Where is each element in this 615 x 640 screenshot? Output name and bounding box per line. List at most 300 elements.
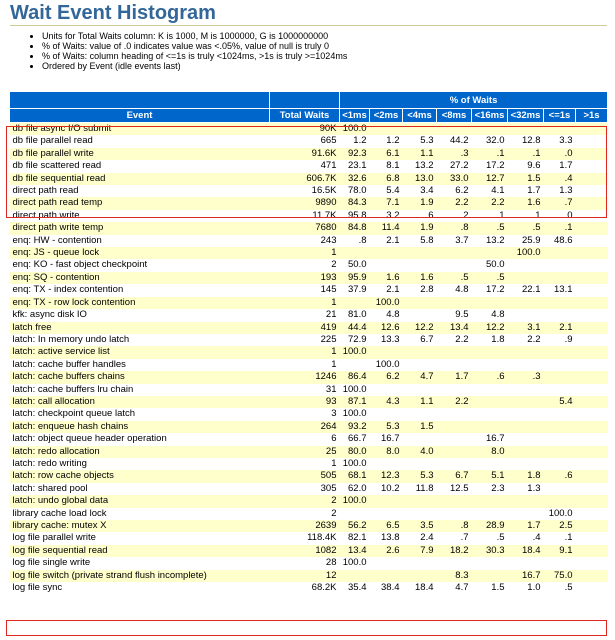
cell-lt-2ms: 2.1 (370, 284, 403, 296)
cell-total-waits: 93 (270, 396, 340, 408)
table-row (10, 272, 608, 284)
cell-lt-32ms: .4 (508, 532, 544, 544)
cell-lt-2ms: 8.0 (370, 446, 403, 458)
cell-total-waits: 91.6K (270, 148, 340, 160)
cell-lt-1ms: 50.0 (340, 259, 370, 271)
table-row (10, 210, 608, 222)
cell-lt-2ms: 7.1 (370, 197, 403, 209)
cell-total-waits: 419 (270, 322, 340, 334)
cell-lt-32ms: 2.2 (508, 334, 544, 346)
cell-lt-1ms (340, 570, 370, 582)
cell-lt-1ms: 35.4 (340, 582, 370, 594)
cell-gt-1s (576, 322, 608, 334)
cell-le-1s: 5.4 (544, 396, 576, 408)
header-percent-of-waits: % of Waits (340, 92, 608, 109)
cell-le-1s: .5 (544, 582, 576, 594)
cell-event: enq: HW - contention (10, 235, 270, 247)
cell-event: log file single write (10, 557, 270, 569)
cell-event: latch: active service list (10, 346, 270, 358)
cell-lt-8ms: .8 (437, 222, 472, 234)
highlight-box-log-file-sync (6, 620, 607, 636)
table-row (10, 570, 608, 582)
cell-lt-8ms: 33.0 (437, 173, 472, 185)
cell-lt-32ms (508, 433, 544, 445)
cell-lt-1ms: 72.9 (340, 334, 370, 346)
cell-lt-32ms (508, 396, 544, 408)
cell-le-1s: 75.0 (544, 570, 576, 582)
cell-lt-32ms: 1.6 (508, 197, 544, 209)
cell-le-1s (544, 309, 576, 321)
cell-lt-2ms (370, 508, 403, 520)
cell-lt-1ms: 84.3 (340, 197, 370, 209)
cell-lt-2ms: 12.6 (370, 322, 403, 334)
cell-total-waits: 2 (270, 508, 340, 520)
cell-total-waits: 11.7K (270, 210, 340, 222)
table-row (10, 284, 608, 296)
table-row (10, 384, 608, 396)
cell-lt-4ms: 5.3 (403, 470, 437, 482)
table-row (10, 458, 608, 470)
cell-lt-4ms: 11.8 (403, 483, 437, 495)
cell-le-1s (544, 123, 576, 136)
cell-lt-1ms: 87.1 (340, 396, 370, 408)
cell-event: latch: enqueue hash chains (10, 421, 270, 433)
table-row (10, 222, 608, 234)
cell-event: latch: In memory undo latch (10, 334, 270, 346)
table-row (10, 322, 608, 334)
cell-lt-1ms: 100.0 (340, 408, 370, 420)
cell-gt-1s (576, 396, 608, 408)
cell-lt-32ms: 1.0 (508, 582, 544, 594)
col-header-lt-4ms: <4ms (403, 109, 437, 123)
cell-le-1s (544, 384, 576, 396)
cell-lt-1ms: 100.0 (340, 495, 370, 507)
cell-event: latch: undo global data (10, 495, 270, 507)
cell-event: log file sequential read (10, 545, 270, 557)
cell-total-waits: 31 (270, 384, 340, 396)
cell-gt-1s (576, 173, 608, 185)
cell-lt-32ms (508, 446, 544, 458)
cell-le-1s (544, 359, 576, 371)
cell-event: latch: cache buffers lru chain (10, 384, 270, 396)
cell-lt-16ms: 1.8 (472, 334, 508, 346)
cell-event: direct path read (10, 185, 270, 197)
table-row (10, 421, 608, 433)
cell-le-1s: 1.7 (544, 160, 576, 172)
table-row (10, 557, 608, 569)
cell-lt-8ms (437, 508, 472, 520)
cell-lt-16ms: 30.3 (472, 545, 508, 557)
cell-lt-16ms: .1 (472, 210, 508, 222)
cell-lt-16ms: 13.2 (472, 235, 508, 247)
cell-lt-4ms (403, 259, 437, 271)
cell-lt-16ms: 12.2 (472, 322, 508, 334)
cell-lt-1ms: 81.0 (340, 309, 370, 321)
cell-lt-1ms: 86.4 (340, 371, 370, 383)
cell-lt-32ms (508, 508, 544, 520)
col-header-event: Event (10, 109, 270, 123)
cell-total-waits: 1246 (270, 371, 340, 383)
cell-total-waits: 25 (270, 446, 340, 458)
cell-gt-1s (576, 235, 608, 247)
cell-lt-1ms: 80.0 (340, 446, 370, 458)
cell-lt-2ms: 12.3 (370, 470, 403, 482)
cell-gt-1s (576, 408, 608, 420)
cell-lt-16ms: 17.2 (472, 284, 508, 296)
cell-le-1s (544, 483, 576, 495)
col-header-lt-2ms: <2ms (370, 109, 403, 123)
cell-lt-2ms: 2.1 (370, 235, 403, 247)
cell-gt-1s (576, 334, 608, 346)
table-row (10, 359, 608, 371)
cell-event: latch: call allocation (10, 396, 270, 408)
cell-gt-1s (576, 272, 608, 284)
cell-event: latch: redo writing (10, 458, 270, 470)
note-ordering: • Ordered by Event (idle events last) (42, 61, 347, 71)
cell-lt-4ms: 6.7 (403, 334, 437, 346)
cell-lt-16ms: 8.0 (472, 446, 508, 458)
cell-lt-32ms (508, 384, 544, 396)
cell-lt-32ms: 3.1 (508, 322, 544, 334)
cell-lt-1ms: 78.0 (340, 185, 370, 197)
cell-lt-8ms: 18.2 (437, 545, 472, 557)
cell-lt-8ms: 2.2 (437, 197, 472, 209)
cell-event: latch: shared pool (10, 483, 270, 495)
cell-lt-32ms: 9.6 (508, 160, 544, 172)
cell-le-1s: 9.1 (544, 545, 576, 557)
cell-lt-4ms (403, 359, 437, 371)
cell-lt-4ms: .6 (403, 210, 437, 222)
cell-lt-32ms: 1.5 (508, 173, 544, 185)
table-row (10, 135, 608, 147)
cell-lt-2ms: 1.6 (370, 272, 403, 284)
col-header-lt-16ms: <16ms (472, 109, 508, 123)
cell-lt-1ms: 84.8 (340, 222, 370, 234)
cell-lt-4ms (403, 247, 437, 259)
cell-total-waits: 1 (270, 297, 340, 309)
cell-lt-8ms (437, 297, 472, 309)
cell-lt-16ms: 1.5 (472, 582, 508, 594)
cell-lt-4ms: 18.4 (403, 582, 437, 594)
cell-lt-1ms: 100.0 (340, 458, 370, 470)
cell-lt-16ms (472, 346, 508, 358)
cell-le-1s: 48.6 (544, 235, 576, 247)
cell-total-waits: 2 (270, 495, 340, 507)
cell-gt-1s (576, 247, 608, 259)
cell-lt-4ms: 2.8 (403, 284, 437, 296)
cell-lt-8ms (437, 446, 472, 458)
cell-lt-2ms: 2.6 (370, 545, 403, 557)
cell-event: enq: TX - index contention (10, 284, 270, 296)
cell-event: library cache load lock (10, 508, 270, 520)
cell-le-1s (544, 408, 576, 420)
cell-lt-2ms (370, 346, 403, 358)
cell-lt-4ms: 1.9 (403, 222, 437, 234)
cell-event: enq: JS - queue lock (10, 247, 270, 259)
table-row (10, 483, 608, 495)
cell-lt-32ms (508, 408, 544, 420)
cell-le-1s (544, 272, 576, 284)
table-row (10, 433, 608, 445)
cell-lt-32ms: 25.9 (508, 235, 544, 247)
cell-lt-2ms: 6.8 (370, 173, 403, 185)
cell-le-1s (544, 557, 576, 569)
cell-lt-16ms: 28.9 (472, 520, 508, 532)
cell-lt-1ms: 100.0 (340, 123, 370, 136)
cell-lt-2ms: 38.4 (370, 582, 403, 594)
note-zero-values: • % of Waits: value of .0 indicates value was <.05%, value of null is truly 0 (42, 41, 347, 51)
cell-lt-4ms: 4.0 (403, 446, 437, 458)
cell-lt-1ms: 13.4 (340, 545, 370, 557)
cell-lt-1ms: 95.9 (340, 272, 370, 284)
cell-event: latch free (10, 322, 270, 334)
cell-lt-8ms: 3.7 (437, 235, 472, 247)
cell-event: latch: redo allocation (10, 446, 270, 458)
cell-total-waits: 6 (270, 433, 340, 445)
table-row (10, 520, 608, 532)
cell-lt-4ms: 3.5 (403, 520, 437, 532)
cell-lt-32ms: 1.7 (508, 520, 544, 532)
cell-le-1s: 3.3 (544, 135, 576, 147)
note-units: • Units for Total Waits column: K is 1000, M is 1000000, G is 1000000000 (42, 31, 347, 41)
cell-lt-8ms (437, 123, 472, 136)
cell-lt-16ms: 2.3 (472, 483, 508, 495)
cell-total-waits: 225 (270, 334, 340, 346)
cell-gt-1s (576, 309, 608, 321)
cell-lt-32ms (508, 309, 544, 321)
cell-lt-1ms: .8 (340, 235, 370, 247)
cell-gt-1s (576, 197, 608, 209)
cell-event: db file parallel read (10, 135, 270, 147)
cell-lt-16ms (472, 384, 508, 396)
cell-event: db file async I/O submit (10, 123, 270, 136)
cell-lt-2ms (370, 259, 403, 271)
cell-lt-4ms (403, 433, 437, 445)
cell-gt-1s (576, 135, 608, 147)
cell-total-waits: 505 (270, 470, 340, 482)
cell-lt-16ms: 17.2 (472, 160, 508, 172)
cell-lt-4ms (403, 495, 437, 507)
cell-lt-2ms: 5.4 (370, 185, 403, 197)
cell-lt-4ms: 13.0 (403, 173, 437, 185)
cell-lt-1ms: 68.1 (340, 470, 370, 482)
cell-le-1s (544, 259, 576, 271)
cell-lt-2ms (370, 495, 403, 507)
cell-lt-2ms: 13.3 (370, 334, 403, 346)
cell-lt-16ms: .5 (472, 272, 508, 284)
table-row (10, 334, 608, 346)
cell-total-waits: 28 (270, 557, 340, 569)
cell-lt-8ms (437, 247, 472, 259)
table-row (10, 247, 608, 259)
cell-lt-1ms: 56.2 (340, 520, 370, 532)
cell-lt-8ms: 1.7 (437, 371, 472, 383)
table-row (10, 508, 608, 520)
cell-lt-2ms: 6.2 (370, 371, 403, 383)
cell-lt-4ms: 13.2 (403, 160, 437, 172)
col-header-lt-8ms: <8ms (437, 109, 472, 123)
cell-event: db file scattered read (10, 160, 270, 172)
cell-lt-8ms: .8 (437, 520, 472, 532)
cell-total-waits: 471 (270, 160, 340, 172)
cell-total-waits: 305 (270, 483, 340, 495)
cell-lt-32ms (508, 359, 544, 371)
table-row (10, 309, 608, 321)
table-row (10, 582, 608, 594)
cell-lt-32ms: 100.0 (508, 247, 544, 259)
cell-total-waits: 665 (270, 135, 340, 147)
cell-lt-32ms: 1.7 (508, 185, 544, 197)
table-row (10, 408, 608, 420)
cell-le-1s: .1 (544, 222, 576, 234)
header-row-columns (10, 109, 608, 123)
cell-lt-8ms: 9.5 (437, 309, 472, 321)
cell-gt-1s (576, 570, 608, 582)
cell-lt-1ms (340, 247, 370, 259)
cell-lt-8ms: 13.4 (437, 322, 472, 334)
cell-lt-16ms: 4.1 (472, 185, 508, 197)
cell-event: direct path read temp (10, 197, 270, 209)
cell-le-1s: 2.5 (544, 520, 576, 532)
cell-lt-8ms (437, 408, 472, 420)
cell-lt-2ms: 100.0 (370, 297, 403, 309)
cell-le-1s (544, 297, 576, 309)
cell-lt-1ms (340, 508, 370, 520)
cell-lt-32ms (508, 557, 544, 569)
cell-lt-16ms: .5 (472, 532, 508, 544)
cell-gt-1s (576, 123, 608, 136)
col-header-lt-32ms: <32ms (508, 109, 544, 123)
table-row (10, 396, 608, 408)
cell-event: library cache: mutex X (10, 520, 270, 532)
cell-lt-32ms: .1 (508, 210, 544, 222)
cell-gt-1s (576, 458, 608, 470)
cell-lt-2ms (370, 247, 403, 259)
notes-list (10, 31, 347, 71)
cell-lt-2ms (370, 123, 403, 136)
table-row (10, 123, 608, 136)
cell-lt-8ms: 4.7 (437, 582, 472, 594)
cell-lt-8ms: 6.7 (437, 470, 472, 482)
cell-le-1s (544, 458, 576, 470)
cell-lt-16ms: .1 (472, 148, 508, 160)
cell-lt-32ms (508, 123, 544, 136)
cell-le-1s: 1.3 (544, 185, 576, 197)
cell-total-waits: 2639 (270, 520, 340, 532)
cell-le-1s (544, 495, 576, 507)
cell-event: direct path write (10, 210, 270, 222)
cell-lt-8ms (437, 384, 472, 396)
cell-lt-4ms: 5.3 (403, 135, 437, 147)
cell-lt-1ms: 82.1 (340, 532, 370, 544)
cell-gt-1s (576, 222, 608, 234)
cell-lt-4ms: 1.5 (403, 421, 437, 433)
cell-total-waits: 16.5K (270, 185, 340, 197)
cell-lt-1ms (340, 297, 370, 309)
cell-lt-2ms: 8.1 (370, 160, 403, 172)
cell-lt-1ms: 1.2 (340, 135, 370, 147)
cell-lt-8ms (437, 557, 472, 569)
col-header-total-waits: Total Waits (270, 109, 340, 123)
cell-lt-16ms: 16.7 (472, 433, 508, 445)
cell-lt-16ms (472, 495, 508, 507)
cell-lt-8ms: 44.2 (437, 135, 472, 147)
cell-event: log file switch (private strand flush incomplete) (10, 570, 270, 582)
cell-lt-8ms (437, 259, 472, 271)
cell-lt-16ms: 12.7 (472, 173, 508, 185)
page-title: Wait Event Histogram (10, 2, 216, 24)
cell-lt-32ms: 22.1 (508, 284, 544, 296)
cell-lt-2ms (370, 458, 403, 470)
cell-gt-1s (576, 545, 608, 557)
title-divider (10, 25, 607, 26)
cell-lt-8ms (437, 458, 472, 470)
cell-lt-8ms: 2.2 (437, 396, 472, 408)
cell-le-1s (544, 247, 576, 259)
cell-lt-16ms: .5 (472, 222, 508, 234)
table-row (10, 185, 608, 197)
cell-gt-1s (576, 284, 608, 296)
cell-gt-1s (576, 371, 608, 383)
cell-lt-2ms: 16.7 (370, 433, 403, 445)
cell-lt-4ms: 2.4 (403, 532, 437, 544)
cell-lt-8ms: 4.8 (437, 284, 472, 296)
cell-lt-8ms: 6.2 (437, 185, 472, 197)
cell-lt-1ms: 44.4 (340, 322, 370, 334)
cell-lt-2ms (370, 408, 403, 420)
cell-le-1s: .0 (544, 148, 576, 160)
cell-le-1s: 2.1 (544, 322, 576, 334)
cell-total-waits: 145 (270, 284, 340, 296)
cell-gt-1s (576, 532, 608, 544)
cell-le-1s: 100.0 (544, 508, 576, 520)
cell-lt-2ms: 13.8 (370, 532, 403, 544)
table-row (10, 160, 608, 172)
cell-lt-4ms: 1.1 (403, 396, 437, 408)
cell-lt-4ms: 1.6 (403, 272, 437, 284)
cell-lt-2ms: 4.8 (370, 309, 403, 321)
cell-lt-8ms: 8.3 (437, 570, 472, 582)
cell-total-waits: 7680 (270, 222, 340, 234)
cell-total-waits: 1 (270, 458, 340, 470)
cell-lt-8ms (437, 359, 472, 371)
cell-lt-32ms: 12.8 (508, 135, 544, 147)
cell-lt-1ms: 100.0 (340, 557, 370, 569)
cell-event: enq: TX - row lock contention (10, 297, 270, 309)
cell-total-waits: 90K (270, 123, 340, 136)
cell-event: latch: row cache objects (10, 470, 270, 482)
cell-lt-1ms: 66.7 (340, 433, 370, 445)
cell-gt-1s (576, 446, 608, 458)
cell-gt-1s (576, 185, 608, 197)
cell-lt-1ms: 95.8 (340, 210, 370, 222)
cell-lt-2ms: 6.5 (370, 520, 403, 532)
cell-lt-1ms: 100.0 (340, 346, 370, 358)
cell-lt-8ms: 27.2 (437, 160, 472, 172)
cell-gt-1s (576, 160, 608, 172)
cell-gt-1s (576, 421, 608, 433)
cell-total-waits: 3 (270, 408, 340, 420)
cell-lt-16ms (472, 557, 508, 569)
cell-gt-1s (576, 483, 608, 495)
cell-lt-8ms: .5 (437, 272, 472, 284)
cell-event: db file sequential read (10, 173, 270, 185)
cell-lt-16ms (472, 421, 508, 433)
cell-lt-32ms: 1.3 (508, 483, 544, 495)
cell-le-1s: .9 (544, 334, 576, 346)
cell-gt-1s (576, 520, 608, 532)
cell-lt-8ms (437, 495, 472, 507)
